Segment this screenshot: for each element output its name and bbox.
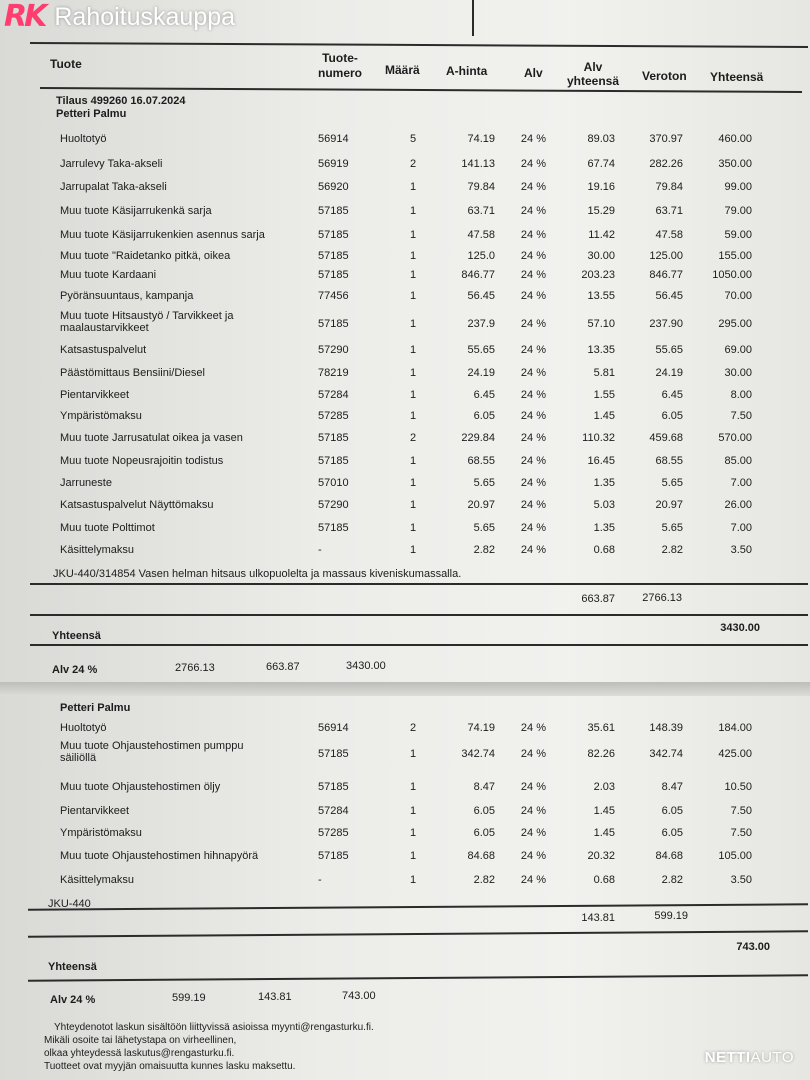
item-vat-sum: 57.10 [587,318,615,330]
order1-subtotal-vat: 663.87 [581,593,615,605]
item-qty: 1 [409,499,417,511]
item-vat-sum: 35.61 [587,722,615,734]
item-qty: 2 [409,432,417,444]
item-code: - [318,874,322,886]
item-vat-sum: 2.03 [593,781,615,793]
item-code: 77456 [318,290,349,302]
item-vat: 24 % [520,205,546,217]
item-name: Katsastuspalvelut [60,344,147,356]
order1-total-label: Yhteensä [52,630,101,642]
item-vat: 24 % [520,499,546,511]
item-vat: 24 % [520,827,546,839]
item-total: 69.00 [724,344,752,356]
table-row [0,805,810,827]
item-vat-sum: 13.35 [587,344,615,356]
table-row [0,740,810,768]
item-code: 57284 [318,389,349,401]
item-net: 47.58 [655,229,683,241]
order2-subtotal-rule [28,930,808,937]
item-price: 55.65 [467,344,495,356]
item-total: 105.00 [718,850,752,862]
watermark-thin: AUTO [750,1049,794,1066]
item-code: 57185 [318,781,349,793]
page-overlap-shadow [0,682,810,696]
item-net: 8.47 [661,781,683,793]
item-total: 26.00 [724,499,752,511]
item-name: Pyöränsuuntaus, kampanja [60,290,194,302]
item-vat-sum: 5.03 [593,499,615,511]
item-price: 8.47 [473,781,495,793]
col-product: Tuote [50,57,82,71]
item-total: 7.50 [730,805,752,817]
item-total: 30.00 [724,367,752,379]
item-vat-sum: 20.32 [587,850,615,862]
item-vat-sum: 89.03 [587,133,615,145]
item-qty: 2 [409,158,417,170]
item-total: 79.00 [724,205,752,217]
item-net: 63.71 [655,205,683,217]
table-row [0,229,810,251]
item-qty: 1 [409,827,417,839]
item-vat: 24 % [520,181,546,193]
item-code: 57185 [318,748,349,760]
order2-note: JKU-440 [48,898,91,910]
item-code: 57284 [318,805,349,817]
order2-note-rule [28,903,808,910]
col-code-line2: numero [317,66,362,80]
item-total: 10.50 [724,781,752,793]
item-name: Muu tuote Käsijarrukenkä sarja [60,205,212,217]
order1-total-rule [30,644,808,646]
order1-customer: Petteri Palmu [56,108,127,120]
item-qty: 1 [409,544,417,556]
order1-vat-total: 3430.00 [346,660,386,672]
item-name: Muu tuote Käsijarrukenkien asennus sarja [60,229,265,241]
item-price: 68.55 [467,455,495,467]
item-total: 99.00 [724,181,752,193]
item-code: 57185 [318,250,349,262]
item-qty: 2 [409,722,417,734]
item-vat: 24 % [520,344,546,356]
item-code: 57010 [318,477,349,489]
table-row [0,205,810,227]
footer-line3: olkaa yhteydessä laskutus@rengasturku.fi. [44,1048,235,1059]
table-row [0,432,810,454]
order2-subtotal-vat: 143.81 [581,912,615,924]
order1-subtotal-net: 2766.13 [642,592,682,604]
item-vat: 24 % [520,250,546,262]
item-price: 79.84 [467,181,495,193]
item-qty: 1 [409,748,417,760]
col-total: Yhteensä [710,70,764,84]
item-price: 6.05 [473,827,495,839]
item-price: 6.05 [473,410,495,422]
order2-total-label: Yhteensä [48,961,97,973]
item-vat: 24 % [520,850,546,862]
item-name: Muu tuote Ohjaustehostimen hihnapyörä [60,850,259,862]
table-row [0,522,810,544]
item-net: 68.55 [655,455,683,467]
item-qty: 5 [409,133,417,145]
item-price: 20.97 [467,499,495,511]
brand-header [0,0,300,34]
item-name: Muu tuote Kardaani [60,269,157,281]
table-row [0,781,810,803]
item-vat-sum: 110.32 [582,432,615,444]
item-vat-sum: 11.42 [588,229,615,241]
order1-total: 3430.00 [720,622,760,634]
item-price: 47.58 [467,229,495,241]
item-vat-sum: 16.45 [587,455,615,467]
item-name: Huoltotyö [60,133,107,145]
item-net: 125.00 [649,250,683,262]
item-price: 74.19 [467,722,495,734]
item-total: 3.50 [730,544,752,556]
item-net: 846.77 [649,269,683,281]
item-code: 57185 [318,205,349,217]
item-qty: 1 [409,290,417,302]
table-row [0,269,810,291]
item-code: 57185 [318,432,349,444]
item-total: 85.00 [724,455,752,467]
footer-line2: Mikäli osoite tai lähetystapa on virheellinen, [44,1035,237,1046]
item-vat-sum: 30.00 [587,250,615,262]
item-qty: 1 [409,850,417,862]
item-price: 24.19 [467,367,495,379]
item-code: 56920 [318,181,349,193]
item-code: 57185 [318,455,349,467]
table-row [0,290,810,312]
table-row [0,827,810,849]
item-name: Muu tuote Nopeusrajoitin todistus [60,455,224,467]
item-total: 295.00 [718,318,752,330]
order1-vat-label: Alv 24 % [52,664,98,676]
item-vat: 24 % [520,805,546,817]
col-vat-total-line1: Alv [583,60,603,74]
item-price: 2.82 [473,544,495,556]
item-price: 229.84 [461,432,495,444]
item-qty: 1 [409,367,417,379]
item-name: Muu tuote Hitsaustyö / Tarvikkeet ja maalaustarvikkeet [60,310,234,334]
item-vat: 24 % [520,158,546,170]
col-net: Veroton [642,69,687,83]
item-net: 459.68 [649,432,683,444]
table-row [0,455,810,477]
item-price: 6.05 [473,805,495,817]
item-name: Jarrupalat Taka-akseli [60,181,167,193]
item-qty: 1 [409,781,417,793]
item-total: 7.00 [730,522,752,534]
item-price: 342.74 [461,748,495,760]
table-row [0,874,810,896]
table-row [0,344,810,366]
item-name: Muu tuote Ohjaustehostimen pumppu säiliöllä [60,740,244,764]
item-price: 63.71 [467,205,495,217]
item-qty: 1 [409,874,417,886]
item-name: Muu tuote Ohjaustehostimen öljy [60,781,221,793]
item-qty: 1 [409,389,417,401]
item-name: Muu tuote Jarrusatulat oikea ja vasen [60,432,243,444]
item-net: 237.90 [649,318,683,330]
item-vat-sum: 203.23 [581,269,615,281]
col-vat: Alv [524,66,543,80]
table-row [0,410,810,432]
rk-logo: RK [4,0,45,34]
item-qty: 1 [409,344,417,356]
item-price: 5.65 [473,477,495,489]
item-net: 6.45 [661,389,683,401]
item-total: 570.00 [718,432,752,444]
header-bottom-rule [40,87,802,93]
item-total: 8.00 [730,389,752,401]
order1-note: JKU-440/314854 Vasen helman hitsaus ulkopuolelta ja massaus kiveniskumassalla. [53,568,462,580]
item-vat: 24 % [520,455,546,467]
item-total: 1050.00 [712,269,752,281]
item-vat: 24 % [520,410,546,422]
item-vat: 24 % [520,748,546,760]
table-row [0,133,810,155]
item-total: 59.00 [724,229,752,241]
table-row [0,544,810,566]
item-code: 57285 [318,410,349,422]
order2-vat-total: 743.00 [342,990,376,1002]
item-net: 6.05 [661,410,683,422]
item-vat-sum: 0.68 [593,874,615,886]
item-vat: 24 % [520,477,546,489]
item-net: 56.45 [655,290,683,302]
item-vat-sum: 19.16 [587,181,615,193]
item-name: Jarruneste [60,477,112,489]
item-vat: 24 % [520,133,546,145]
item-net: 342.74 [649,748,683,760]
item-net: 5.65 [661,477,683,489]
item-code: 57185 [318,269,349,281]
item-qty: 1 [409,229,417,241]
item-net: 2.82 [661,544,683,556]
item-vat: 24 % [520,318,546,330]
item-vat-sum: 1.35 [593,522,615,534]
item-net: 84.68 [655,850,683,862]
item-vat-sum: 15.29 [587,205,615,217]
item-qty: 1 [409,318,417,330]
item-name: Pientarvikkeet [60,389,130,401]
order1-vat-amount: 663.87 [266,661,300,673]
item-code: 56914 [318,133,349,145]
item-vat: 24 % [520,722,546,734]
item-total: 155.00 [718,250,752,262]
item-vat-sum: 5.81 [593,367,615,379]
item-name: Päästömittaus Bensiini/Diesel [60,367,205,379]
item-code: 78219 [318,367,349,379]
header-top-rule [30,42,808,48]
item-code: 57185 [318,229,349,241]
item-code: 57185 [318,318,349,330]
item-net: 370.97 [649,133,683,145]
item-qty: 1 [409,455,417,467]
item-vat-sum: 0.68 [593,544,615,556]
table-row [0,367,810,389]
brand-name: Rahoituskauppa [54,2,236,31]
item-vat: 24 % [520,874,546,886]
item-name: Huoltotyö [60,722,107,734]
item-price: 237.9 [467,318,495,330]
order1-vat-net: 2766.13 [175,662,215,674]
item-vat: 24 % [520,229,546,241]
item-net: 282.26 [649,158,683,170]
item-name: Pientarvikkeet [60,805,130,817]
col-code-line1: Tuote- [322,51,358,65]
item-price: 74.19 [467,133,495,145]
order2-total: 743.00 [736,941,770,953]
table-row [0,181,810,203]
item-name: Ympäristömaksu [60,410,142,422]
item-net: 55.65 [655,344,683,356]
item-qty: 1 [409,269,417,281]
item-vat: 24 % [520,367,546,379]
item-price: 846.77 [461,269,495,281]
order1-header: Tilaus 499260 16.07.2024 [56,95,186,107]
item-code: 57285 [318,827,349,839]
order2-total-rule [28,974,808,981]
order1-note-rule [30,583,808,585]
order2-subtotal-net: 599.19 [654,910,688,922]
item-price: 6.45 [473,389,495,401]
item-name: Muu tuote Polttimot [60,522,155,534]
order2-customer: Petteri Palmu [60,702,131,714]
item-price: 56.45 [467,290,495,302]
item-code: 57185 [318,850,349,862]
item-vat-sum: 1.45 [593,410,615,422]
item-total: 7.50 [730,827,752,839]
item-net: 6.05 [661,827,683,839]
item-code: 56919 [318,158,349,170]
item-vat: 24 % [520,781,546,793]
item-qty: 1 [409,522,417,534]
col-qty: Määrä [385,63,420,77]
item-name: Jarrulevy Taka-akseli [60,158,163,170]
item-price: 2.82 [473,874,495,886]
item-vat-sum: 1.35 [593,477,615,489]
item-code: 57185 [318,522,349,534]
item-vat-sum: 82.26 [587,748,615,760]
col-vat-total-line2: yhteensä [566,74,620,88]
order1-subtotal-rule [30,614,808,616]
item-qty: 1 [409,250,417,262]
item-total: 3.50 [730,874,752,886]
item-vat: 24 % [520,522,546,534]
item-net: 24.19 [655,367,683,379]
item-price: 141.13 [461,158,495,170]
item-name: Käsittelymaksu [60,544,134,556]
item-code: 56914 [318,722,349,734]
table-row [0,499,810,521]
item-vat: 24 % [520,290,546,302]
item-price: 125.0 [467,250,495,262]
table-row [0,477,810,499]
item-price: 84.68 [467,850,495,862]
table-row [0,850,810,872]
item-vat-sum: 1.55 [593,389,615,401]
item-total: 350.00 [718,158,752,170]
item-qty: 1 [409,477,417,489]
order2-vat-label: Alv 24 % [50,994,96,1006]
item-name: Ympäristömaksu [60,827,142,839]
col-unit-price: A-hinta [446,64,488,78]
item-code: - [318,544,322,556]
footer-line1: Yhteydenotot laskun sisältöön liittyvissä asioissa myynti@rengasturku.fi. [54,1022,374,1033]
item-qty: 1 [409,410,417,422]
order2-vat-net: 599.19 [172,992,206,1004]
item-code: 57290 [318,499,349,511]
item-vat: 24 % [520,432,546,444]
paper-edge-divider [472,0,474,36]
item-name: Muu tuote "Raidetanko pitkä, oikea [60,250,231,262]
watermark-bold: NETTI [704,1049,751,1066]
item-total: 425.00 [718,748,752,760]
table-row [0,389,810,411]
nettiauto-watermark [705,1049,794,1066]
item-code: 57290 [318,344,349,356]
table-row [0,158,810,180]
table-row [0,310,810,338]
item-total: 7.50 [730,410,752,422]
item-qty: 1 [409,181,417,193]
item-vat-sum: 13.55 [587,290,615,302]
footer-line4: Tuotteet ovat myyjän omaisuutta kunnes lasku maksettu. [44,1061,296,1072]
item-net: 79.84 [655,181,683,193]
item-total: 460.00 [718,133,752,145]
item-qty: 1 [409,805,417,817]
item-qty: 1 [409,205,417,217]
item-vat: 24 % [520,544,546,556]
item-name: Käsittelymaksu [60,874,134,886]
item-net: 6.05 [661,805,683,817]
item-net: 2.82 [661,874,683,886]
item-total: 7.00 [730,477,752,489]
item-net: 20.97 [655,499,683,511]
item-vat-sum: 1.45 [593,805,615,817]
item-name: Katsastuspalvelut Näyttömaksu [60,499,214,511]
item-total: 70.00 [724,290,752,302]
item-net: 5.65 [661,522,683,534]
item-vat: 24 % [520,269,546,281]
item-price: 5.65 [473,522,495,534]
item-vat-sum: 1.45 [593,827,615,839]
item-vat-sum: 67.74 [587,158,615,170]
item-net: 148.39 [649,722,683,734]
order2-vat-amount: 143.81 [258,991,292,1003]
item-total: 184.00 [718,722,752,734]
item-vat: 24 % [520,389,546,401]
